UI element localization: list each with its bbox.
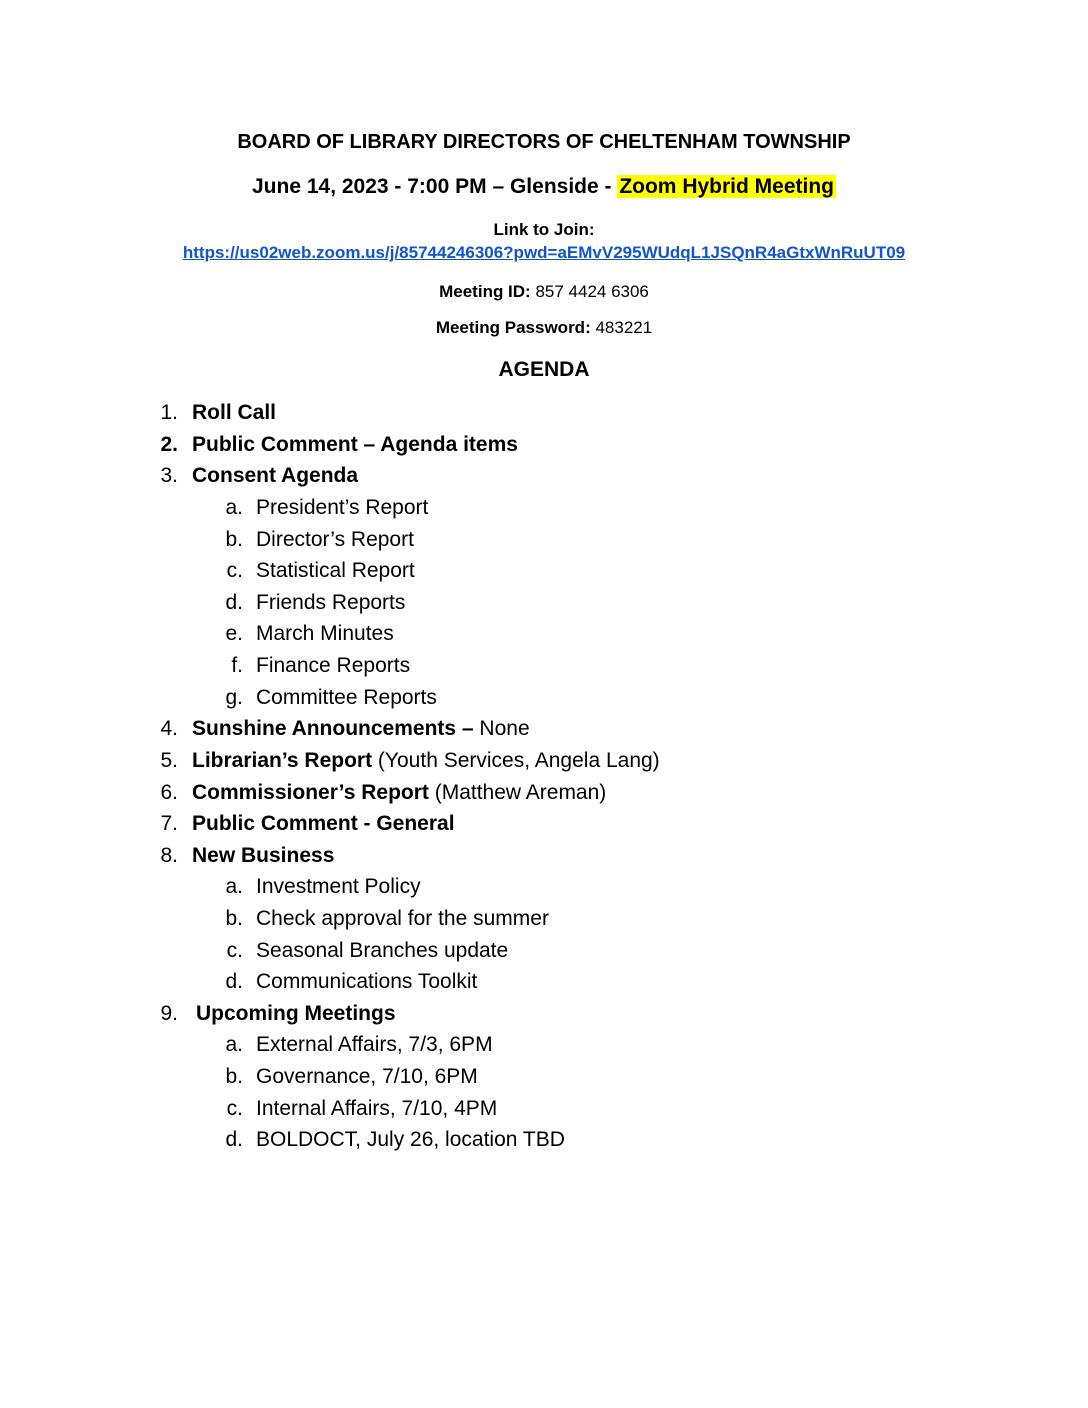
agenda-item-bold-text: Sunshine Announcements – [192, 717, 474, 740]
zoom-join-link[interactable]: https://us02web.zoom.us/j/85744246306?pwd=aEMvV295WUdqL1JSQnR4aGtxWnRuUT09 [182, 243, 906, 262]
agenda-item-number: 1. [160, 401, 178, 424]
agenda-item-text [256, 654, 410, 678]
agenda-item-plain-text: External Affairs, 7/3, 6PM [256, 1033, 493, 1056]
agenda-item-number: e. [225, 622, 243, 645]
agenda-heading: AGENDA [498, 358, 590, 381]
agenda-item-bold-text: Public Comment - General [192, 812, 455, 835]
meeting-date-line [0, 175, 1088, 199]
agenda-item-bold-text: Public Comment – Agenda items [192, 433, 518, 456]
agenda-item-plain-text: Communications Toolkit [256, 970, 478, 993]
agenda-item-plain-text: Statistical Report [256, 559, 415, 582]
meeting-date-text: June 14, 2023 - 7:00 PM – Glenside - [252, 175, 618, 198]
meeting-password-value: 483221 [590, 318, 653, 337]
agenda-item-text [256, 686, 437, 710]
agenda-item-text [256, 1097, 497, 1121]
meeting-id-label: Meeting ID: [439, 282, 531, 301]
agenda-item-number: d. [225, 1128, 243, 1151]
agenda-item-bold-text: Consent Agenda [192, 464, 359, 487]
agenda-item-number: g. [225, 686, 243, 709]
agenda-item-number: d. [225, 970, 243, 993]
agenda-item-plain-text: None [473, 717, 530, 740]
agenda-item-text [256, 496, 428, 520]
agenda-item-bold-text: Roll Call [192, 401, 277, 424]
agenda-item-number: 5. [160, 749, 178, 772]
agenda-item-bold-text: New Business [192, 844, 335, 867]
agenda-item-number: c. [226, 1097, 243, 1120]
agenda-item-text [192, 464, 358, 488]
agenda-item-plain-text: Seasonal Branches update [256, 939, 509, 962]
agenda-item-text [192, 749, 660, 773]
agenda-item-number: f. [231, 654, 243, 677]
agenda-item-number: b. [225, 528, 243, 551]
agenda-item-number: a. [225, 496, 243, 519]
meeting-id-value: 857 4424 6306 [530, 282, 649, 301]
agenda-item-number: d. [225, 591, 243, 614]
agenda-item-plain-text: Friends Reports [256, 591, 406, 614]
agenda-item-text [196, 1002, 396, 1026]
agenda-item-text [256, 1033, 493, 1057]
agenda-item-text [192, 401, 276, 425]
agenda-item-plain-text: Check approval for the summer [256, 907, 549, 930]
agenda-item-bold-text: Librarian’s Report [192, 749, 373, 772]
agenda-item-plain-text: BOLDOCT, July 26, location TBD [256, 1128, 565, 1151]
agenda-item-text [192, 433, 518, 457]
agenda-item-plain-text: Governance, 7/10, 6PM [256, 1065, 478, 1088]
agenda-item-number: 8. [160, 844, 178, 867]
agenda-item-plain-text: President’s Report [256, 496, 429, 519]
agenda-item-number: a. [225, 875, 243, 898]
agenda-item-text [256, 875, 421, 899]
agenda-item-number: 6. [160, 781, 178, 804]
agenda-item-text [192, 781, 606, 805]
agenda-item-text [192, 844, 334, 868]
agenda-item-number: 2. [160, 433, 178, 456]
agenda-item-text [256, 939, 508, 963]
agenda-item-plain-text: March Minutes [256, 622, 394, 645]
agenda-item-plain-text: Committee Reports [256, 686, 437, 709]
agenda-item-number: c. [226, 939, 243, 962]
agenda-item-number: 4. [160, 717, 178, 740]
agenda-item-text [256, 528, 414, 552]
agenda-item-text [256, 1128, 565, 1152]
agenda-item-text [192, 812, 455, 836]
agenda-item-text [256, 907, 549, 931]
agenda-item-bold-text: Commissioner’s Report [192, 781, 429, 804]
agenda-item-bold-text: Upcoming Meetings [196, 1002, 396, 1025]
meeting-password-label: Meeting Password: [435, 318, 591, 337]
join-link-label: Link to Join: [493, 220, 595, 239]
agenda-item-number: b. [225, 1065, 243, 1088]
meeting-password-line [0, 318, 1088, 338]
document-title: BOARD OF LIBRARY DIRECTORS OF CHELTENHAM TOWNSHIP [237, 131, 851, 153]
agenda-item-text [256, 591, 405, 615]
agenda-item-plain-text: (Youth Services, Angela Lang) [372, 749, 660, 772]
agenda-item-text [192, 717, 530, 741]
agenda-item-plain-text: Investment Policy [256, 875, 421, 898]
agenda-item-plain-text: Internal Affairs, 7/10, 4PM [256, 1097, 498, 1120]
agenda-item-number: 9. [160, 1002, 178, 1025]
agenda-item-plain-text: Finance Reports [256, 654, 411, 677]
meeting-type-highlight: Zoom Hybrid Meeting [619, 175, 834, 198]
agenda-item-text [256, 1065, 478, 1089]
agenda-item-number: b. [225, 907, 243, 930]
agenda-item-plain-text: Director’s Report [256, 528, 414, 551]
meeting-id-line [0, 282, 1088, 302]
agenda-item-text [256, 622, 394, 646]
agenda-item-number: 3. [160, 464, 178, 487]
agenda-item-number: c. [226, 559, 243, 582]
agenda-item-plain-text: (Matthew Areman) [428, 781, 607, 804]
agenda-item-text [256, 970, 477, 994]
agenda-item-number: 7. [160, 812, 178, 835]
agenda-item-number: a. [225, 1033, 243, 1056]
agenda-item-text [256, 559, 415, 583]
